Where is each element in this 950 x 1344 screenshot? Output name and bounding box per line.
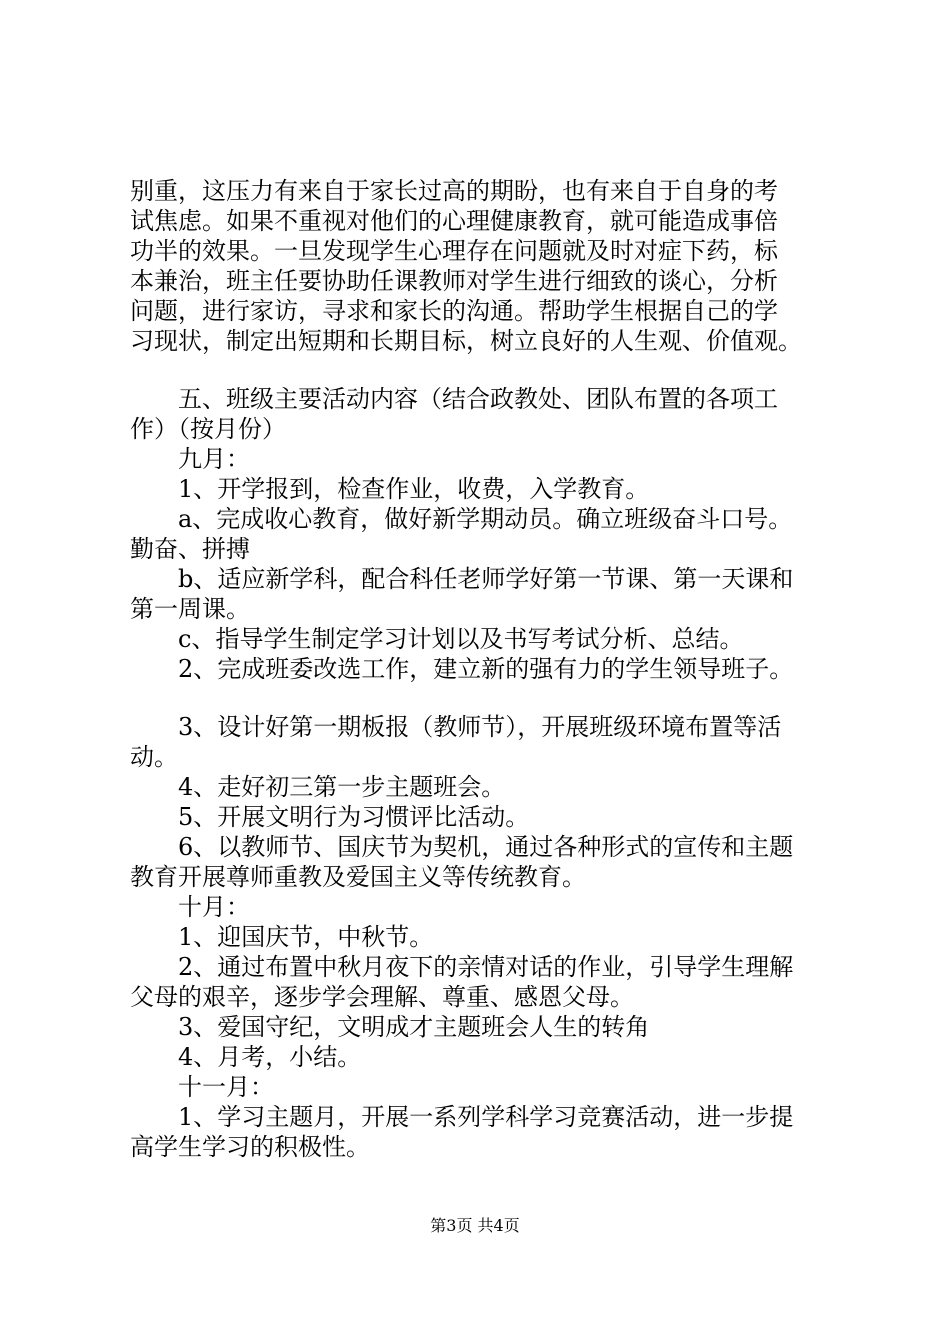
text-line: 别重，这压力有来自于家长过高的期盼，也有来自于自身的考 bbox=[130, 177, 778, 205]
text-line: 高学生学习的积极性。 bbox=[130, 1133, 370, 1161]
list-item: 6、以教师节、国庆节为契机，通过各种形式的宣传和主题 bbox=[178, 833, 794, 861]
text-line: 教育开展尊师重教及爱国主义等传统教育。 bbox=[130, 863, 586, 891]
text-line: 父母的艰辛，逐步学会理解、尊重、感恩父母。 bbox=[130, 983, 634, 1011]
text-line: 试焦虑。如果不重视对他们的心理健康教育，就可能造成事倍 bbox=[130, 207, 778, 235]
text-line: 勤奋、拼搏 bbox=[130, 535, 250, 563]
text-line: 功半的效果。一旦发现学生心理存在问题就及时对症下药，标 bbox=[130, 237, 778, 265]
list-item: 3、设计好第一期板报（教师节），开展班级环境布置等活 bbox=[178, 713, 782, 741]
list-item: 4、月考，小结。 bbox=[178, 1043, 362, 1071]
list-item: 1、学习主题月，开展一系列学科学习竞赛活动，进一步提 bbox=[178, 1103, 794, 1131]
list-item: 4、走好初三第一步主题班会。 bbox=[178, 773, 506, 801]
list-item: 1、开学报到，检查作业，收费，入学教育。 bbox=[178, 475, 650, 503]
text-line: 本兼治，班主任要协助任课教师对学生进行细致的谈心，分析 bbox=[130, 267, 778, 295]
text-line: 第一周课。 bbox=[130, 595, 250, 623]
list-item: 5、开展文明行为习惯评比活动。 bbox=[178, 803, 530, 831]
list-item: 2、通过布置中秋月夜下的亲情对话的作业，引导学生理解 bbox=[178, 953, 794, 981]
list-item: a、完成收心教育，做好新学期动员。确立班级奋斗口号。 bbox=[178, 505, 793, 533]
list-item: 3、爱国守纪，文明成才主题班会人生的转角 bbox=[178, 1013, 650, 1041]
text-line: 动。 bbox=[130, 743, 178, 771]
paragraph-gap bbox=[130, 356, 830, 384]
list-item: b、适应新学科，配合科任老师学好第一节课、第一天课和 bbox=[178, 565, 794, 593]
text-line: 问题，进行家访，寻求和家长的沟通。帮助学生根据自己的学 bbox=[130, 297, 778, 325]
list-item: c、指导学生制定学习计划以及书写考试分析、总结。 bbox=[178, 625, 744, 653]
list-item: 1、迎国庆节，中秋节。 bbox=[178, 923, 434, 951]
paragraph-gap bbox=[130, 684, 830, 712]
text-line: 习现状，制定出短期和长期目标，树立良好的人生观、价值观。 bbox=[130, 327, 802, 355]
section-heading: 五、班级主要活动内容（结合政教处、团队布置的各项工 bbox=[178, 385, 778, 413]
page-footer: 第3页 共4页 bbox=[430, 1216, 520, 1235]
month-heading: 十月： bbox=[178, 893, 250, 921]
month-heading: 九月： bbox=[178, 445, 250, 473]
list-item: 2、完成班委改选工作，建立新的强有力的学生领导班子。 bbox=[178, 655, 794, 683]
document-body bbox=[130, 176, 830, 1162]
month-heading: 十一月： bbox=[178, 1073, 274, 1101]
text-line: 作）（按月份） bbox=[130, 415, 286, 443]
